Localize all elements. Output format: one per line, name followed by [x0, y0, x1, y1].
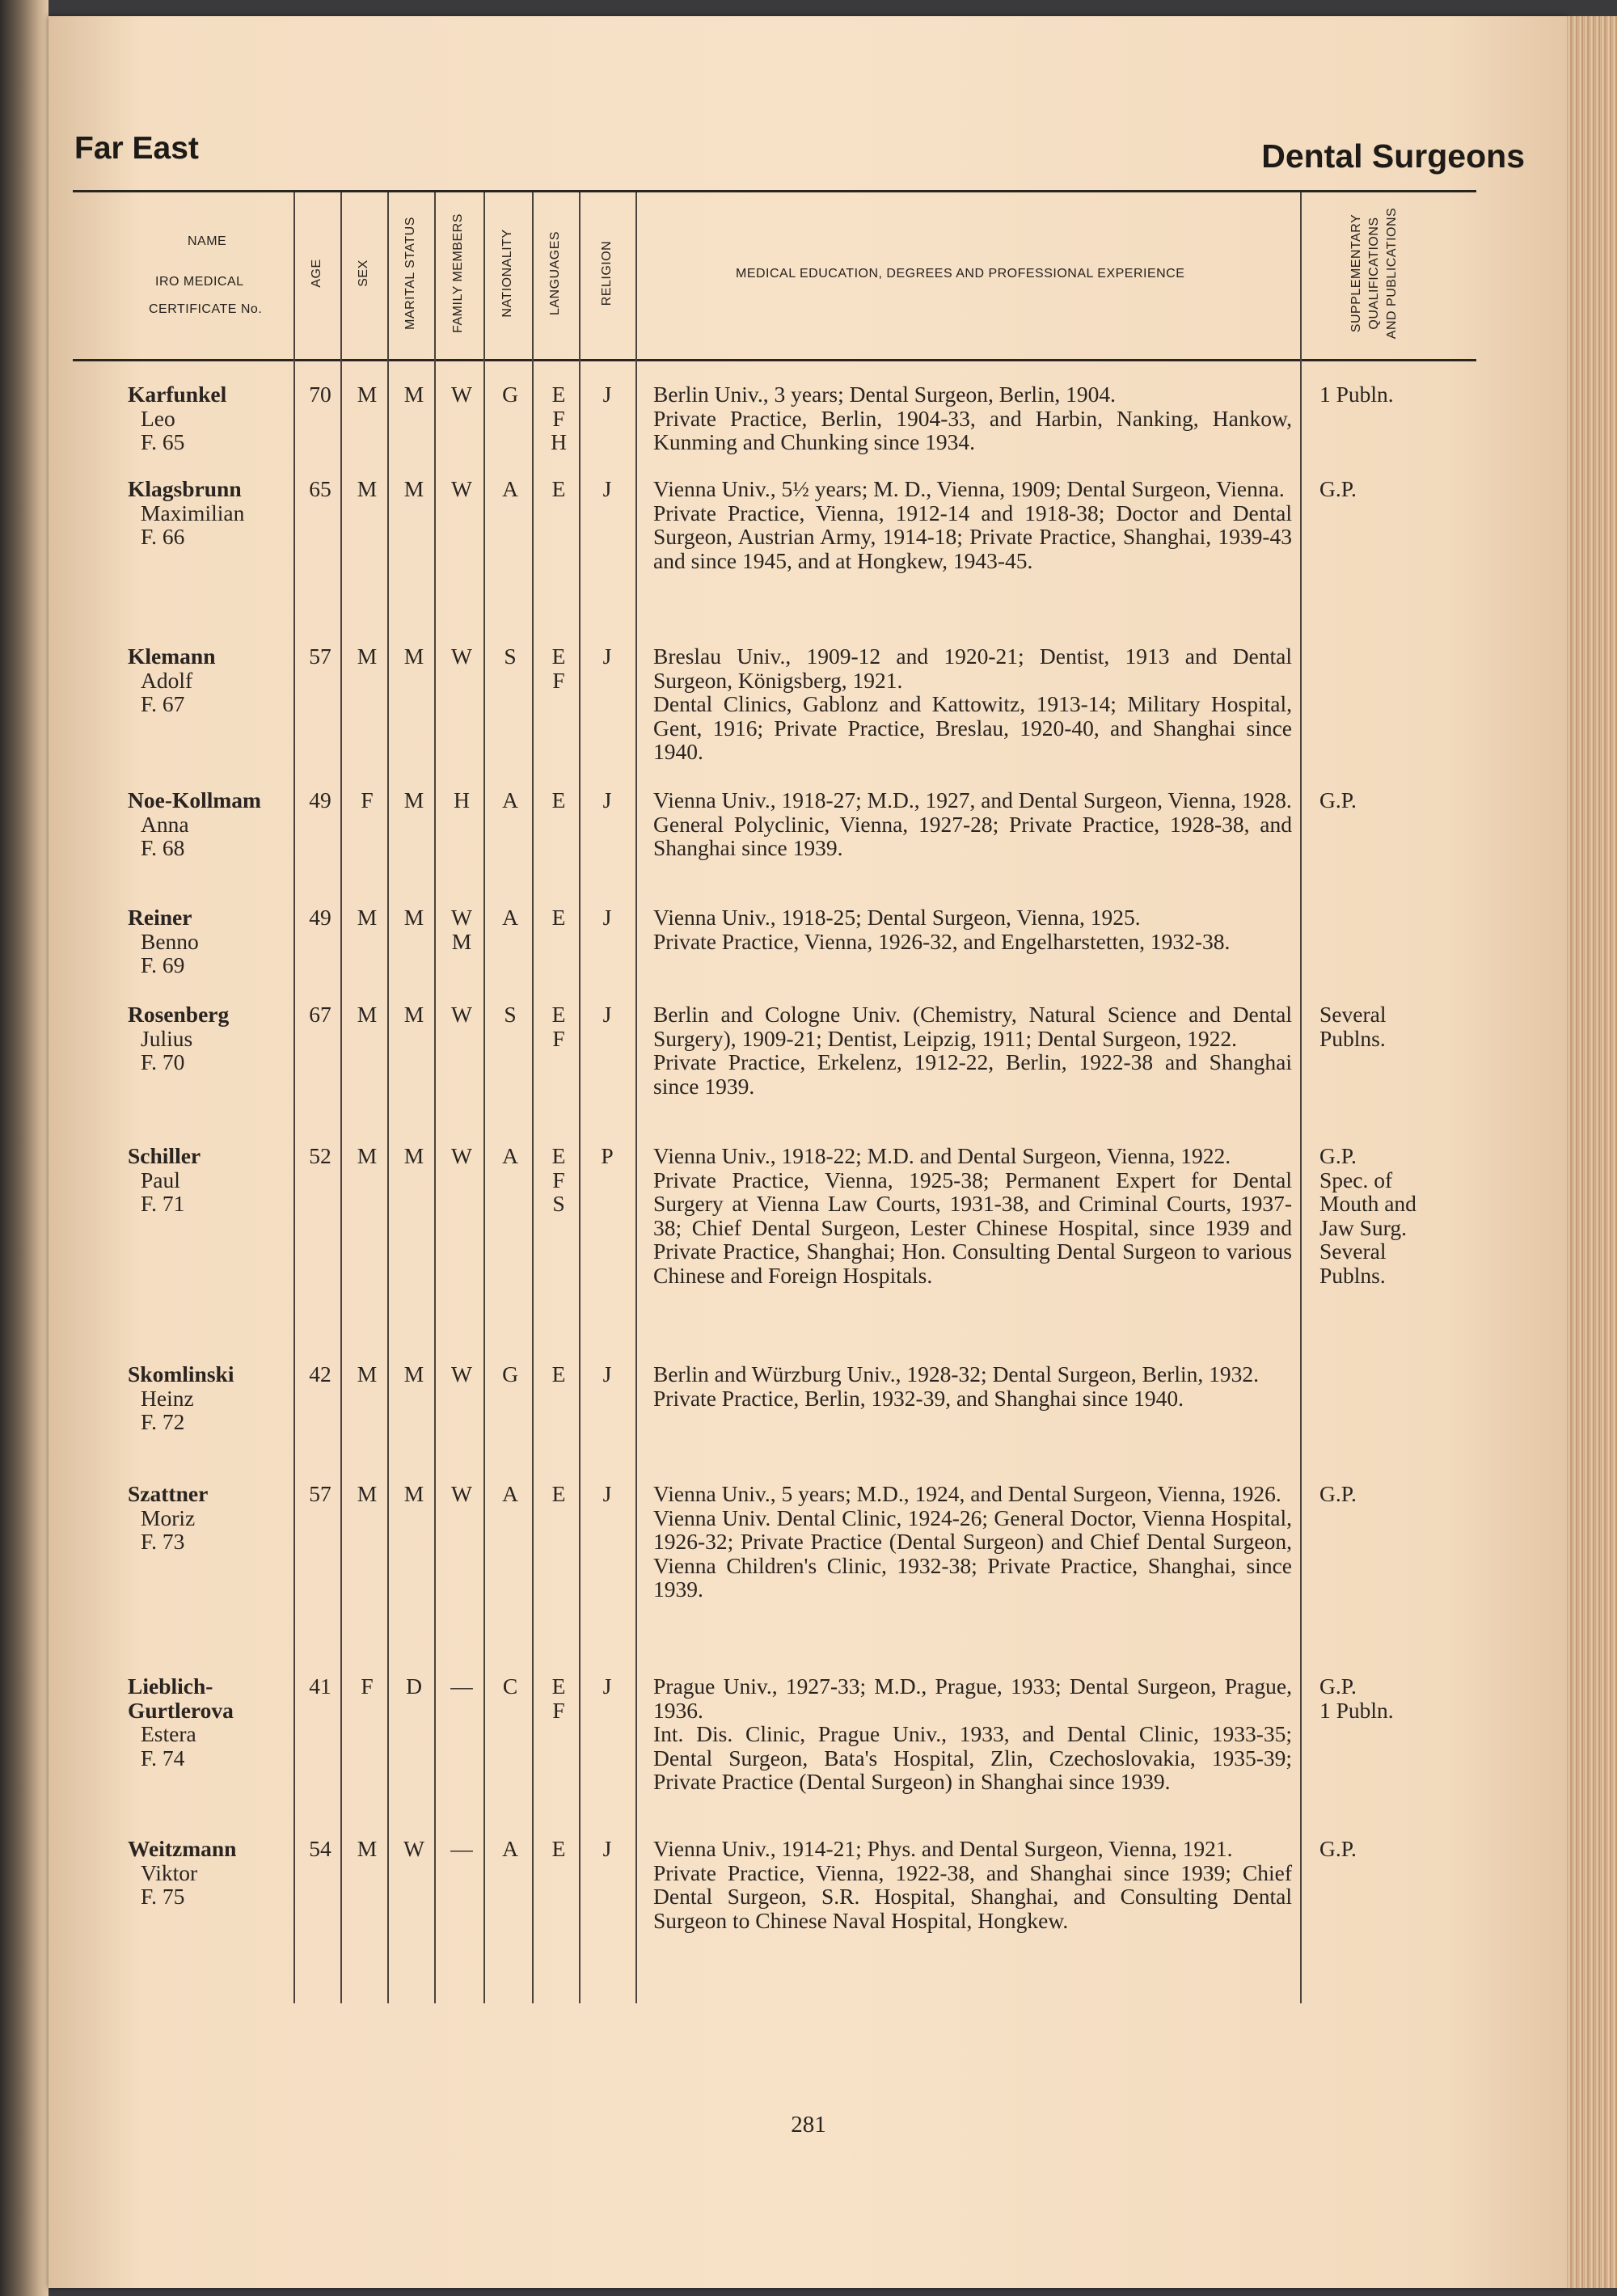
experience-paragraph: Private Practice, Vienna, 1922-38, and Shanghai since 1939; Chief Dental Surgeon, S.R. Hospital, Shanghai, and Consulting Dental Surgeon to Chinese Naval Hospital, Hongkew.	[653, 1859, 1292, 1933]
experience-paragraph: Vienna Univ., 1914-21; Phys. and Dental Surgeon, Vienna, 1921.	[653, 1836, 1233, 1861]
sex-cell: M	[357, 905, 378, 930]
name-cell	[128, 905, 199, 977]
experience-paragraph: Private Practice, Erkelenz, 1912-22, Berlin, 1922-38 and Shanghai since 1939.	[653, 1049, 1292, 1099]
age-cell: 54	[309, 1836, 331, 1861]
given-name: Estera	[141, 1721, 196, 1746]
marital-cell: M	[403, 476, 424, 501]
religion-cell: J	[602, 644, 612, 669]
marital-cell: M	[403, 1002, 424, 1027]
family-cell	[439, 905, 484, 953]
religion-cell: J	[602, 1836, 612, 1861]
supplementary-cell	[1319, 1144, 1481, 1287]
age-cell: 67	[309, 1002, 331, 1027]
family-cell	[439, 382, 484, 407]
name-cell	[128, 1674, 234, 1770]
experience-cell	[653, 788, 1292, 860]
nationality-cell: A	[502, 476, 518, 501]
family-cell	[439, 644, 484, 669]
supplementary-line: G.P.	[1319, 1143, 1357, 1168]
languages-cell	[536, 477, 581, 501]
given-name: Moriz	[141, 1505, 196, 1530]
column-divider	[1300, 192, 1302, 2003]
languages-value: E	[551, 787, 566, 812]
column-divider	[635, 192, 637, 2003]
certificate-number: F. 74	[141, 1745, 185, 1771]
supplementary-cell	[1319, 1002, 1481, 1050]
surname: Klemann	[128, 644, 216, 669]
supplementary-cell	[1319, 1674, 1481, 1722]
marital-cell: M	[403, 905, 424, 930]
experience-paragraph: Vienna Univ. Dental Clinic, 1924-26; General Doctor, Vienna Hospital, 1926-32; Private Practice (Dental Surgeon) and Chief Dental Surgeon, Vienna Children's Clinic, 1932-38; Private Practice, Shanghai, since 1939.	[653, 1505, 1292, 1602]
page-number: 281	[791, 2112, 826, 2138]
name-cell	[128, 1482, 208, 1554]
languages-value: E	[551, 1002, 566, 1027]
family-value: —	[450, 1673, 473, 1699]
column-divider	[434, 192, 436, 2003]
given-name: Benno	[141, 928, 199, 954]
age-cell: 52	[309, 1143, 331, 1168]
experience-paragraph: Private Practice, Vienna, 1925-38; Permanent Expert for Dental Surgery at Vienna Law Courts, 1931-38, and Criminal Courts, 1937-38; Chief Dental Surgeon, Lester Chinese Hospital, since 1939 and Private Practice, Shanghai; Hon. Consulting Dental Surgeon to various Chinese and Foreign Hospitals.	[653, 1167, 1292, 1288]
family-cell	[439, 477, 484, 501]
given-name: Viktor	[141, 1859, 198, 1885]
religion-cell: J	[602, 787, 612, 812]
nationality-cell: A	[502, 787, 518, 812]
languages-cell	[536, 1144, 581, 1216]
given-name: Anna	[141, 811, 189, 837]
family-value: W	[451, 1002, 472, 1027]
experience-cell	[653, 1482, 1292, 1602]
marital-cell: M	[403, 1143, 424, 1168]
family-cell	[439, 1674, 484, 1699]
family-value: W	[451, 905, 472, 930]
religion-cell: J	[602, 1481, 612, 1506]
column-divider	[532, 192, 534, 2003]
family-value: W	[451, 1361, 472, 1386]
languages-value: S	[552, 1191, 565, 1216]
nationality-cell: S	[504, 1002, 517, 1027]
religion-cell: J	[602, 476, 612, 501]
experience-paragraph: Vienna Univ., 5½ years; M. D., Vienna, 1909; Dental Surgeon, Vienna.	[653, 476, 1285, 501]
experience-paragraph: Private Practice, Berlin, 1932-39, and Shanghai since 1940.	[653, 1385, 1184, 1411]
sex-column-header: SEX	[357, 260, 370, 287]
marital-cell: D	[406, 1673, 422, 1699]
sex-cell: M	[357, 1143, 378, 1168]
supplementary-line: Mouth and	[1319, 1191, 1416, 1216]
name-cell	[128, 1002, 229, 1074]
experience-paragraph: Vienna Univ., 1918-22; M.D. and Dental Surgeon, Vienna, 1922.	[653, 1143, 1231, 1168]
nationality-cell: G	[502, 382, 518, 407]
certificate-number: F. 73	[141, 1529, 185, 1554]
surname: Szattner	[128, 1481, 209, 1506]
religion-cell: P	[601, 1143, 614, 1168]
surname: Karfunkel	[128, 382, 227, 407]
given-name: Paul	[141, 1167, 180, 1192]
languages-value: F	[552, 1025, 565, 1051]
name-cell	[128, 477, 244, 549]
family-cell	[439, 1837, 484, 1861]
family-value: W	[451, 382, 472, 407]
nationality-cell: G	[502, 1361, 518, 1386]
experience-cell	[653, 382, 1292, 454]
experience-paragraph: Vienna Univ., 5 years; M.D., 1924, and Dental Surgeon, Vienna, 1926.	[653, 1481, 1281, 1506]
supplementary-line: 1 Publn.	[1319, 382, 1394, 407]
family-value: W	[451, 644, 472, 669]
nationality-cell: A	[502, 1481, 518, 1506]
sex-cell: M	[357, 382, 378, 407]
marital-cell: M	[403, 644, 424, 669]
certificate-number: F. 68	[141, 835, 185, 860]
sex-cell: M	[357, 644, 378, 669]
family-value: W	[451, 1481, 472, 1506]
age-column-header: AGE	[310, 259, 323, 288]
experience-paragraph: General Polyclinic, Vienna, 1927-28; Private Practice, 1928-38, and Shanghai since 1939.	[653, 811, 1292, 860]
languages-value: E	[551, 1836, 566, 1861]
experience-cell	[653, 1002, 1292, 1098]
sex-cell: M	[357, 1361, 378, 1386]
sex-cell: M	[357, 1002, 378, 1027]
supplementary-line: Publns.	[1319, 1025, 1386, 1051]
given-name: Julius	[141, 1025, 193, 1051]
experience-cell	[653, 1837, 1292, 1932]
age-cell: 42	[309, 1361, 331, 1386]
languages-value: H	[551, 429, 567, 454]
supplementary-line: Several	[1319, 1002, 1387, 1027]
supplementary-cell	[1319, 382, 1481, 407]
marital-cell: M	[403, 382, 424, 407]
experience-cell	[653, 1144, 1292, 1287]
age-cell: 49	[309, 905, 331, 930]
certificate-number: F. 72	[141, 1409, 185, 1434]
family-cell	[439, 1482, 484, 1506]
languages-value: F	[552, 1167, 565, 1192]
surname: Weitzmann	[128, 1836, 237, 1861]
experience-cell	[653, 1362, 1292, 1410]
top-rule	[73, 190, 1476, 192]
certificate-number: F. 65	[141, 429, 185, 454]
nationality-cell: A	[502, 1143, 518, 1168]
languages-cell	[536, 1837, 581, 1861]
age-cell: 65	[309, 476, 331, 501]
family-value: W	[451, 476, 472, 501]
nationality-cell: A	[502, 1836, 518, 1861]
supplementary-line: Jaw Surg.	[1319, 1214, 1407, 1240]
experience-cell	[653, 644, 1292, 764]
marital-cell: M	[403, 1361, 424, 1386]
religion-cell: J	[602, 1361, 612, 1386]
column-divider	[340, 192, 342, 2003]
experience-cell	[653, 477, 1292, 572]
surname: Schiller	[128, 1143, 201, 1168]
surname: Noe-Kollmam	[128, 787, 261, 812]
name-cell	[128, 1837, 236, 1909]
supplementary-line: Spec. of	[1319, 1167, 1393, 1192]
nationality-cell: S	[504, 644, 517, 669]
languages-cell	[536, 1002, 581, 1050]
supplementary-line: 1 Publn.	[1319, 1697, 1394, 1723]
supplementary-line: G.P.	[1319, 1836, 1357, 1861]
languages-cell	[536, 382, 581, 454]
religion-cell: J	[602, 1002, 612, 1027]
name-cell	[128, 382, 226, 454]
age-cell: 57	[309, 644, 331, 669]
languages-value: F	[552, 1697, 565, 1723]
family-value: M	[451, 928, 472, 954]
experience-cell	[653, 1674, 1292, 1794]
languages-value: F	[552, 667, 565, 693]
languages-value: E	[551, 905, 566, 930]
adjacent-page-edge	[0, 0, 49, 2296]
languages-cell	[536, 1674, 581, 1722]
sex-cell: F	[361, 1673, 374, 1699]
languages-cell	[536, 788, 581, 812]
nationality-cell: A	[502, 905, 518, 930]
experience-paragraph: Private Practice, Vienna, 1912-14 and 1918-38; Doctor and Dental Surgeon, Austrian Army, 1914-18; Private Practice, Shanghai, 1939-43 and since 1945, and at Hongkew, 1943-45.	[653, 500, 1292, 573]
marital-cell: W	[403, 1836, 424, 1861]
age-cell: 70	[309, 382, 331, 407]
experience-paragraph: Berlin and Würzburg Univ., 1928-32; Dental Surgeon, Berlin, 1932.	[653, 1361, 1260, 1386]
religion-cell: J	[602, 1673, 612, 1699]
family-value: W	[451, 1143, 472, 1168]
languages-value: F	[552, 405, 565, 431]
certificate-number: F. 66	[141, 524, 185, 549]
languages-value: E	[551, 644, 566, 669]
given-name: Maximilian	[141, 500, 245, 525]
experience-paragraph: Berlin and Cologne Univ. (Chemistry, Natural Science and Dental Surgery), 1909-21; Dentist, Leipzig, 1911; Dental Surgeon, 1922.	[653, 1002, 1292, 1051]
languages-value: E	[551, 1481, 566, 1506]
certificate-number: F. 67	[141, 691, 185, 716]
languages-cell	[536, 905, 581, 930]
languages-value: E	[551, 1361, 566, 1386]
languages-column-header: LANGUAGES	[548, 230, 562, 316]
family-cell	[439, 1002, 484, 1027]
surname: Skomlinski	[128, 1361, 234, 1386]
languages-cell	[536, 1362, 581, 1386]
family-cell	[439, 1362, 484, 1386]
experience-paragraph: Prague Univ., 1927-33; M.D., Prague, 1933; Dental Surgeon, Prague, 1936.	[653, 1673, 1292, 1723]
sex-cell: M	[357, 1481, 378, 1506]
supplementary-cell	[1319, 1482, 1481, 1506]
surname: Klagsbrunn	[128, 476, 242, 501]
experience-cell	[653, 905, 1292, 953]
supplementary-cell	[1319, 788, 1481, 812]
marital-status-column-header: MARITAL STATUS	[403, 217, 417, 330]
column-divider	[483, 192, 485, 2003]
experience-column-header: MEDICAL EDUCATION, DEGREES AND PROFESSIONAL EXPERIENCE	[736, 267, 1185, 281]
name-cell	[128, 1144, 201, 1216]
header-rule	[73, 359, 1476, 361]
marital-cell: M	[403, 787, 424, 812]
languages-value: E	[551, 476, 566, 501]
languages-cell	[536, 644, 581, 692]
given-name: Adolf	[141, 667, 193, 693]
age-cell: 41	[309, 1673, 331, 1699]
surname: Lieblich-	[128, 1673, 213, 1699]
column-divider	[387, 192, 389, 2003]
page-stack-edge	[1567, 16, 1617, 2288]
column-divider	[579, 192, 581, 2003]
languages-value: E	[551, 382, 566, 407]
marital-cell: M	[403, 1481, 424, 1506]
religion-cell: J	[602, 905, 612, 930]
name-cell	[128, 788, 261, 860]
column-divider	[293, 192, 295, 2003]
experience-paragraph: Dental Clinics, Gablonz and Kattowitz, 1913-14; Military Hospital, Gent, 1916; Private Practice, Breslau, 1920-40, and Shanghai since 1940.	[653, 691, 1292, 764]
supplementary-line: G.P.	[1319, 787, 1357, 812]
given-name: Heinz	[141, 1385, 194, 1411]
surname: Rosenberg	[128, 1002, 230, 1027]
family-value: H	[454, 787, 470, 812]
languages-cell	[536, 1482, 581, 1506]
sex-cell: F	[361, 787, 374, 812]
experience-paragraph: Vienna Univ., 1918-27; M.D., 1927, and Dental Surgeon, Vienna, 1928.	[653, 787, 1292, 812]
certificate-number: F. 75	[141, 1884, 185, 1909]
certificate-number: F. 71	[141, 1191, 185, 1216]
experience-paragraph: Int. Dis. Clinic, Prague Univ., 1933, and Dental Clinic, 1933-35; Dental Surgeon, Bata's Hospital, Zlin, Czechoslovakia, 1935-39; Private Practice (Dental Surgeon) in Shanghai since 1939.	[653, 1721, 1292, 1794]
languages-value: E	[551, 1673, 566, 1699]
supplementary-line: Several	[1319, 1239, 1387, 1264]
sex-cell: M	[357, 1836, 378, 1861]
name-cell	[128, 1362, 234, 1434]
supplementary-line: G.P.	[1319, 476, 1357, 501]
age-cell: 49	[309, 787, 331, 812]
sex-cell: M	[357, 476, 378, 501]
name-cell	[128, 644, 215, 716]
languages-value: E	[551, 1143, 566, 1168]
section-heading: Dental Surgeons	[1261, 137, 1525, 175]
nationality-cell: C	[502, 1673, 518, 1699]
experience-paragraph: Private Practice, Berlin, 1904-33, and Harbin, Nanking, Hankow, Kunming and Chunking since 1934.	[653, 405, 1292, 454]
experience-paragraph: Berlin Univ., 3 years; Dental Surgeon, Berlin, 1904.	[653, 382, 1117, 407]
family-members-column-header: FAMILY MEMBERS	[451, 213, 465, 333]
surname: Gurtlerova	[128, 1697, 234, 1723]
experience-paragraph: Breslau Univ., 1909-12 and 1920-21; Dentist, 1913 and Dental Surgeon, Königsberg, 1921.	[653, 644, 1292, 693]
region-heading: Far East	[74, 131, 199, 166]
age-cell: 57	[309, 1481, 331, 1506]
religion-cell: J	[602, 382, 612, 407]
supplementary-line: Publns.	[1319, 1262, 1386, 1288]
experience-paragraph: Vienna Univ., 1918-25; Dental Surgeon, Vienna, 1925.	[653, 905, 1141, 930]
family-cell	[439, 1144, 484, 1168]
experience-paragraph: Private Practice, Vienna, 1926-32, and Engelharstetten, 1932-38.	[653, 928, 1231, 954]
surname: Reiner	[128, 905, 192, 930]
nationality-column-header: NATIONALITY	[500, 229, 514, 318]
certificate-number: F. 70	[141, 1049, 185, 1074]
certificate-number: F. 69	[141, 952, 185, 977]
supplementary-cell	[1319, 477, 1481, 501]
family-value: —	[450, 1836, 473, 1861]
family-cell	[439, 788, 484, 812]
supplementary-line: G.P.	[1319, 1481, 1357, 1506]
supplementary-cell	[1319, 1837, 1481, 1861]
given-name: Leo	[141, 405, 175, 431]
supplementary-line: G.P.	[1319, 1673, 1357, 1699]
religion-column-header: RELIGION	[600, 240, 614, 306]
